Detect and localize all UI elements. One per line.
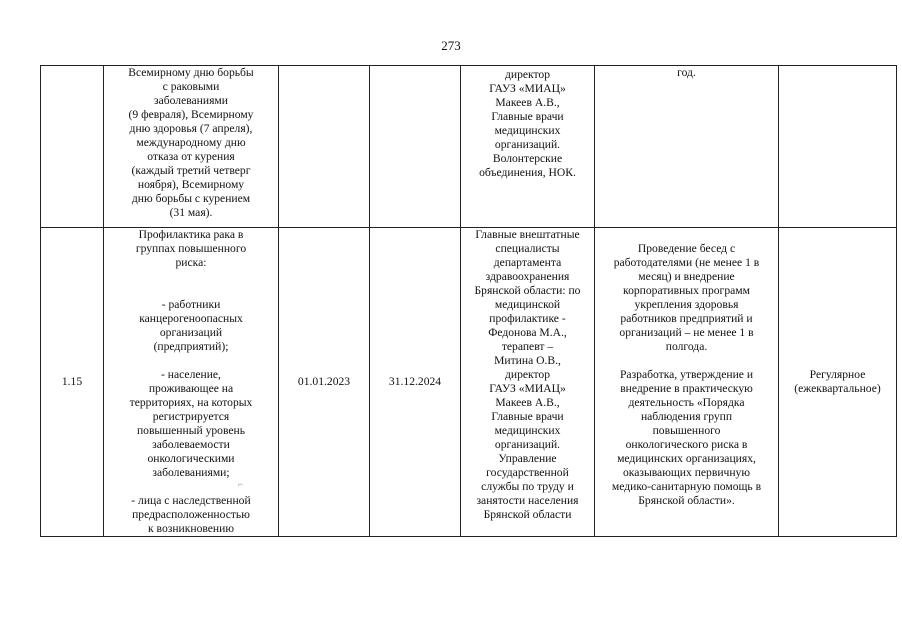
cell-responsible: директор ГАУЗ «МИАЦ» Макеев А.В., Главные врачи медицинских организаций. Волонтерские объединения, НОК. — [461, 66, 595, 228]
cell-activity: Всемирному дню борьбы с раковыми заболеваниями (9 февраля), Всемирному дню здоровья (7 апреля), международному дню отказа от курения (каждый третий четверг ноября), Всемирному дню борьбы с курением (31 мая). — [104, 66, 279, 228]
cell-number — [41, 66, 104, 228]
cell-periodicity: Регулярное (ежеквартальное) — [779, 228, 897, 537]
cell-end-date — [370, 66, 461, 228]
scan-mark: ⌐ — [238, 479, 244, 489]
table-row — [41, 228, 897, 537]
page-number: 273 — [441, 38, 461, 53]
cell-activity: Профилактика рака в группах повышенного риска: - работники канцерогеноопасных организаций (предприятий); - население, проживающее на территориях, на которых регистрируется повышенный уровень заболеваемости онкологическими заболеваниями; - лица с наследственной предрасположенностью к возникновению — [104, 228, 279, 537]
cell-result: год. — [595, 66, 779, 228]
cell-number: 1.15 — [41, 228, 104, 537]
activities-table — [40, 65, 897, 537]
table-row — [41, 66, 897, 228]
cell-end-date: 31.12.2024 — [370, 228, 461, 537]
cell-responsible: Главные внештатные специалисты департамента здравоохранения Брянской области: по медицинской профилактике - Федонова М.А., терапевт – Митина О.В., директор ГАУЗ «МИАЦ» Макеев А.В., Главные врачи медицинских организаций. Управление государственной службы по труду и занятости населения Брянской области — [461, 228, 595, 537]
cell-start-date: 01.01.2023 — [279, 228, 370, 537]
cell-result: Проведение бесед с работодателями (не менее 1 в месяц) и внедрение корпоративных программ укрепления здоровья работников предприятий и организаций – не менее 1 в полгода. Разработка, утверждение и внедрение в практическую деятельность «Порядка наблюдения групп повышенного онкологического риска в медицинских организациях, оказывающих первичную медико-санитарную помощь в Брянской области». — [595, 228, 779, 537]
cell-start-date — [279, 66, 370, 228]
cell-periodicity — [779, 66, 897, 228]
